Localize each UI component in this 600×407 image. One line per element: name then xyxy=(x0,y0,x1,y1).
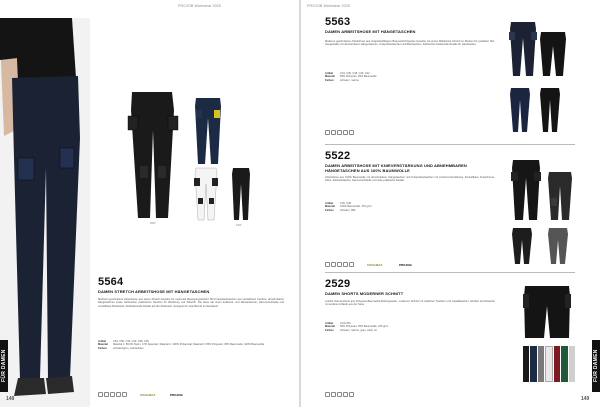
coolmax-logo: COOLMAX xyxy=(367,263,383,267)
spec-value: C36, C38 xyxy=(340,202,351,205)
product-title: DAMEN ARBEITSHOSE MIT HÄNGETASCHEN xyxy=(325,29,416,34)
section-divider xyxy=(325,144,575,145)
product-model-number: 2529 xyxy=(325,278,351,290)
product-thumb-front-navy[interactable] xyxy=(194,96,222,166)
spec-key: Material xyxy=(325,75,335,79)
thumb-label: 9999 xyxy=(150,222,156,225)
product-specs xyxy=(325,322,495,332)
bleach-icon xyxy=(331,130,336,135)
dryclean-icon xyxy=(116,392,121,397)
tumble-dry-icon xyxy=(349,392,354,397)
product-thumb-5522-back[interactable] xyxy=(547,170,573,222)
color-swatch[interactable] xyxy=(545,346,553,382)
spec-key: Artikel xyxy=(98,340,107,343)
spec-value: C34-C50 xyxy=(340,322,351,325)
color-swatch[interactable] xyxy=(554,346,560,382)
spec-key: Farben xyxy=(98,346,107,350)
wash-icon xyxy=(325,392,330,397)
product-thumb-white[interactable] xyxy=(194,166,218,222)
color-swatch[interactable] xyxy=(538,346,544,382)
spec-row xyxy=(325,209,495,212)
product-specs xyxy=(98,340,284,350)
iron-icon xyxy=(337,392,342,397)
color-swatch[interactable] xyxy=(523,346,529,382)
product-specs xyxy=(325,72,495,82)
product-thumb-5563-front[interactable] xyxy=(509,20,537,78)
color-swatch[interactable] xyxy=(569,346,575,382)
tumble-dry-icon xyxy=(349,262,354,267)
wash-icon xyxy=(325,262,330,267)
product-description: Modisch geschnittene Arbeitshose aus einem Stretch-Gewebe für maximale Bewegungsfreiheit. Mit Kniepolstertaschen aus verstärktem Cordura, abnehmbaren Hängetaschen sowie zahlreichen praktischen Taschen für Werkzeug und Zubehör. Die Hose hat einen Zollstock- und Messertasche, Hammerschlaufe und verstellbare Bundweite. Reflektierende Details auf der Rückseite. Geeignet für viele Berufe im Handwerk. xyxy=(98,298,284,308)
care-icons xyxy=(325,262,354,267)
spec-row xyxy=(325,79,495,82)
color-swatch[interactable] xyxy=(561,346,567,382)
spec-key: Farben xyxy=(325,208,334,212)
product-model-number: 5522 xyxy=(325,150,351,162)
product-title: DAMEN SHORTS MODERNER SCHNITT xyxy=(325,291,404,296)
spec-value: C54, C50, C46, C42, C38, C36 xyxy=(113,340,149,343)
page-number: 149 xyxy=(581,396,590,402)
product-thumb-5522-grey[interactable] xyxy=(547,226,569,266)
product-description: Moderne geschnittene Arbeitshose aus strapazierfähigem Baumwoll-Polyester-Gewebe mit einem Mittelstück Stretch im Rücken für perfekten Sitz. Ausgestattet mit abnehmbaren Hängetaschen, Kniepolstertaschen und Beintaschen. Zahlreiche funktionelle Details für Handwerker. xyxy=(325,40,495,47)
spec-value: 65% Polyester, 35% Baumwolle, 245 g/m² xyxy=(340,325,389,329)
spec-value: schwarz, marine, grau, weiß, rot xyxy=(340,328,377,332)
spec-key: Artikel xyxy=(325,202,334,205)
care-icons xyxy=(325,130,354,135)
product-thumb-5563-back[interactable] xyxy=(539,30,567,78)
bleach-icon xyxy=(104,392,109,397)
color-swatch[interactable] xyxy=(530,346,536,382)
bleach-icon xyxy=(331,262,336,267)
product-thumb-5522-detail[interactable] xyxy=(511,226,533,266)
product-thumb-2529-shorts[interactable] xyxy=(523,284,571,340)
product-model-number: 5563 xyxy=(325,16,351,28)
tumble-dry-icon xyxy=(349,130,354,135)
spec-row xyxy=(98,347,284,350)
coolmax-logo: COOLMAX xyxy=(140,393,156,397)
color-swatches xyxy=(523,346,575,382)
product-description: Arbeitshose aus 100% Baumwolle mit abnehmbaren Hängetaschen und Kniepolstertaschen mit Cordura-Verstärkung. Einstellbare Knieschoner-Höhe, Zollstocktasche, Hammerschlaufe und viele praktische Details. xyxy=(325,176,495,183)
side-tab: FÜR DAMEN xyxy=(0,340,8,392)
spec-key: Material xyxy=(325,325,335,329)
spec-value: Material 1: 83.0% Nylon, 17% Spandex; Material 2: 100% Polyamide; Material 3: 65% Polyester, 35% Baumwolle, 100% Baumwolle xyxy=(113,343,265,347)
product-title: DAMEN ARBEITSHOSE MIT KNIEVERSTÄRKUNG UND ABNEHMBAREN HÄNGETASCHEN AUS 100% BAUMWOLLE xyxy=(325,163,467,173)
dryclean-icon xyxy=(343,392,348,397)
spec-key: Artikel xyxy=(325,322,334,325)
wash-icon xyxy=(98,392,103,397)
care-icons xyxy=(98,392,127,397)
side-tab: FÜR DAMEN xyxy=(592,340,600,392)
spec-key: Farben xyxy=(325,328,334,332)
wash-icon xyxy=(325,130,330,135)
spec-key: Farben xyxy=(325,78,334,82)
page-number: 148 xyxy=(6,396,15,402)
page-header: PROJOB Workwear 2025 xyxy=(178,4,221,8)
product-specs xyxy=(325,202,495,212)
projob-logo: PROJOB xyxy=(399,263,412,267)
section-divider xyxy=(325,272,575,273)
spec-row xyxy=(325,329,495,332)
product-thumb-5563-black[interactable] xyxy=(539,86,561,134)
model-photo xyxy=(0,18,90,407)
product-title: DAMEN STRETCH ARBEITSHOSE MIT HÄNGETASCHEN xyxy=(98,289,210,294)
dryclean-icon xyxy=(343,130,348,135)
product-description: Leichte Damenshorts aus Polyester-Baumwolle-Mischgewebe, moderner Schnitt mit seitlichen Taschen und Gesäßtaschen. Einfach kombinierbar mit anderen Artikeln aus der Serie. xyxy=(325,300,495,307)
tumble-dry-icon xyxy=(122,392,127,397)
spec-key: Artikel xyxy=(325,72,334,75)
spec-value: 65% Polyester, 35% Baumwolle xyxy=(340,75,377,79)
thumb-label: 4299 xyxy=(236,224,242,227)
product-model-number: 5564 xyxy=(98,276,124,288)
left-page xyxy=(0,0,299,407)
dryclean-icon xyxy=(343,262,348,267)
spec-value: 100% Baumwolle, 370 g/m² xyxy=(340,205,372,209)
spec-value: schwarz/grün, marine/blau xyxy=(113,346,144,350)
product-thumb-5522-front[interactable] xyxy=(511,158,541,222)
spec-key: Material xyxy=(98,343,108,347)
spec-value: C34, C36, C38, C40, C42 xyxy=(340,72,370,75)
product-thumb-front-black[interactable] xyxy=(128,90,178,220)
right-page xyxy=(301,0,600,407)
spec-value: schwarz, marine xyxy=(340,78,359,82)
iron-icon xyxy=(110,392,115,397)
page-header: PROJOB Workwear 2025 xyxy=(307,4,350,8)
bleach-icon xyxy=(331,392,336,397)
care-icons xyxy=(325,392,354,397)
spec-value: schwarz, 999 xyxy=(340,208,356,212)
spec-key: Material xyxy=(325,205,335,209)
product-thumb-black-side[interactable] xyxy=(231,166,251,222)
product-thumb-5563-navy[interactable] xyxy=(509,86,531,134)
iron-icon xyxy=(337,130,342,135)
iron-icon xyxy=(337,262,342,267)
projob-logo: PROJOB xyxy=(170,393,183,397)
